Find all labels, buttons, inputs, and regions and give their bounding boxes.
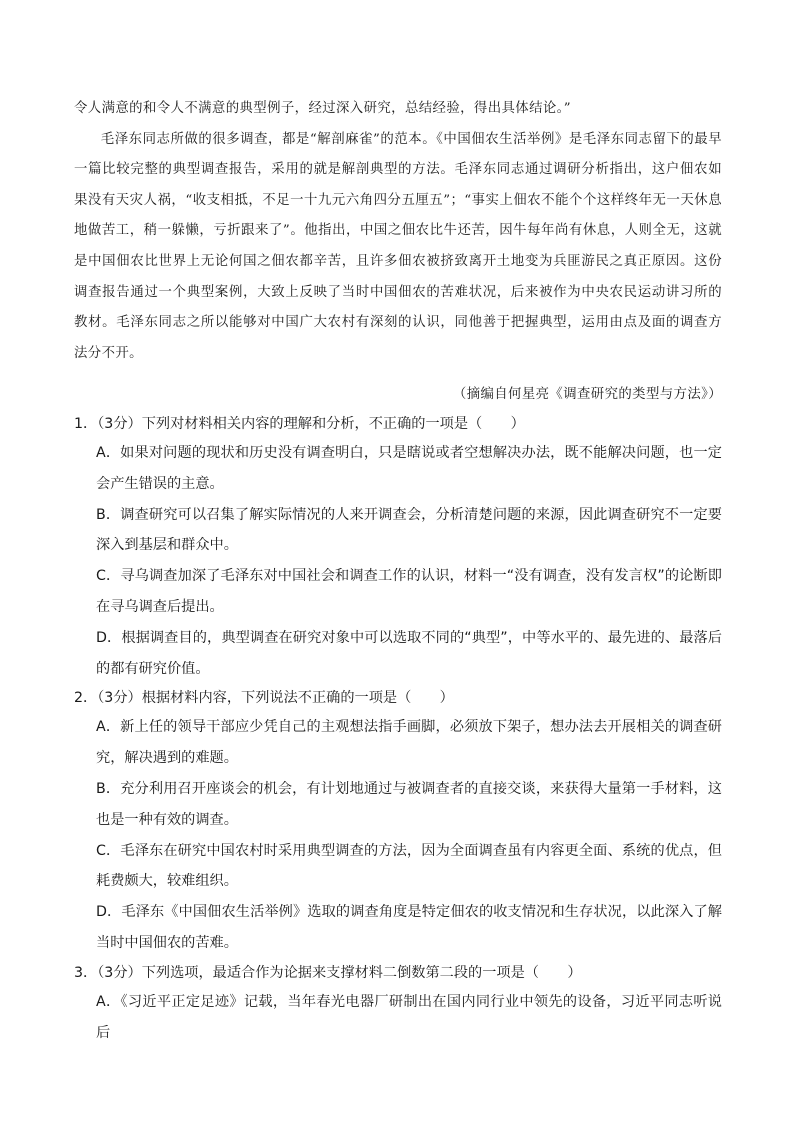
option-c: C．寻乌调查加深了毛泽东对中国社会和调查工作的认识，材料一“没有调查，没有发言权”的论断即在寻乌调查后提出。 bbox=[96, 568, 722, 615]
option-a: A．新上任的领导干部应少凭自己的主观想法指手画脚，必须放下架子，想办法去开展相关的调查研究，解决遇到的难题。 bbox=[96, 719, 722, 767]
question-stem: 1．（3分）下列对材料相关内容的理解和分析，不正确的一项是（ ） bbox=[74, 416, 525, 432]
option-b: B．充分利用召开座谈会的机会，有计划地通过与被调查者的直接交谈，来获得大量第一手材料，这也是一种有效的调查。 bbox=[96, 780, 722, 828]
passage-paragraph: 毛泽东同志所做的很多调查，都是“解剖麻雀”的范本。《中国佃农生活举例》是毛泽东同志留下的最早一篇比较完整的典型调查报告，采用的就是解剖典型的方法。毛泽东同志通过调研分析指出，这户佃农如果没有天灾人祸，“收支相抵，不足一十九元六角四分五厘五”；“事实上佃农不能个个这样终年无一天休息地做苦工，稍一躲懒，亏折跟来了”。他指出，中国之佃农比牛还苦，因牛每年尚有休息，人则全无，这就是中国佃农比世界上无论何国之佃农都辛苦，且许多佃农被挤致离开土地变为兵匪游民之真正原因。这份调查报告通过一个典型案例，大致上反映了当时中国佃农的苦难状况，后来被作为中央农民运动讲习所的教材。毛泽东同志之所以能够对中国广大农村有深刻的认识，同他善于把握典型，运用由点及面的调查方法分不开。 bbox=[74, 131, 722, 361]
option-c: C．毛泽东在研究中国农村时采用典型调查的方法，因为全面调查虽有内容更全面、系统的优点，但耗费颇大，较难组织。 bbox=[96, 842, 722, 890]
option-a: A．如果对问题的现状和历史没有调查明白，只是瞎说或者空想解决办法，既不能解决问题，也一定会产生错误的主意。 bbox=[96, 445, 722, 492]
reading-passage bbox=[74, 94, 722, 369]
passage-source: （摘编自何星亮《调查研究的类型与方法》） bbox=[452, 387, 722, 402]
question-list bbox=[74, 410, 722, 1048]
question-1 bbox=[74, 410, 722, 684]
question-2 bbox=[74, 684, 722, 958]
passage-line-continuation: 令人满意的和令人不满意的典型例子，经过深入研究，总结经验，得出具体结论。” bbox=[74, 101, 572, 116]
option-d: D．根据调查目的，典型调查在研究对象中可以选取不同的“典型”，中等水平的、最先进的、最落后的都有研究价值。 bbox=[96, 629, 722, 677]
option-d: D．毛泽东《中国佃农生活举例》选取的调查角度是特定佃农的收支情况和生存状况，以此深入了解当时中国佃农的苦难。 bbox=[96, 904, 722, 951]
question-stem: 3．（3分）下列选项，最适合作为论据来支撑材料二倒数第二段的一项是（ ） bbox=[74, 964, 582, 981]
option-b: B．调查研究可以召集了解实际情况的人来开调查会，分析清楚问题的来源，因此调查研究不一定要深入到基层和群众中。 bbox=[96, 506, 722, 554]
question-stem: 2．（3分）根据材料内容，下列说法不正确的一项是（ ） bbox=[74, 690, 454, 707]
option-a: A．《习近平正定足迹》记载，当年春光电器厂研制出在国内同行业中领先的设备，习近平同志听说后 bbox=[96, 993, 722, 1041]
question-3 bbox=[74, 959, 722, 1049]
